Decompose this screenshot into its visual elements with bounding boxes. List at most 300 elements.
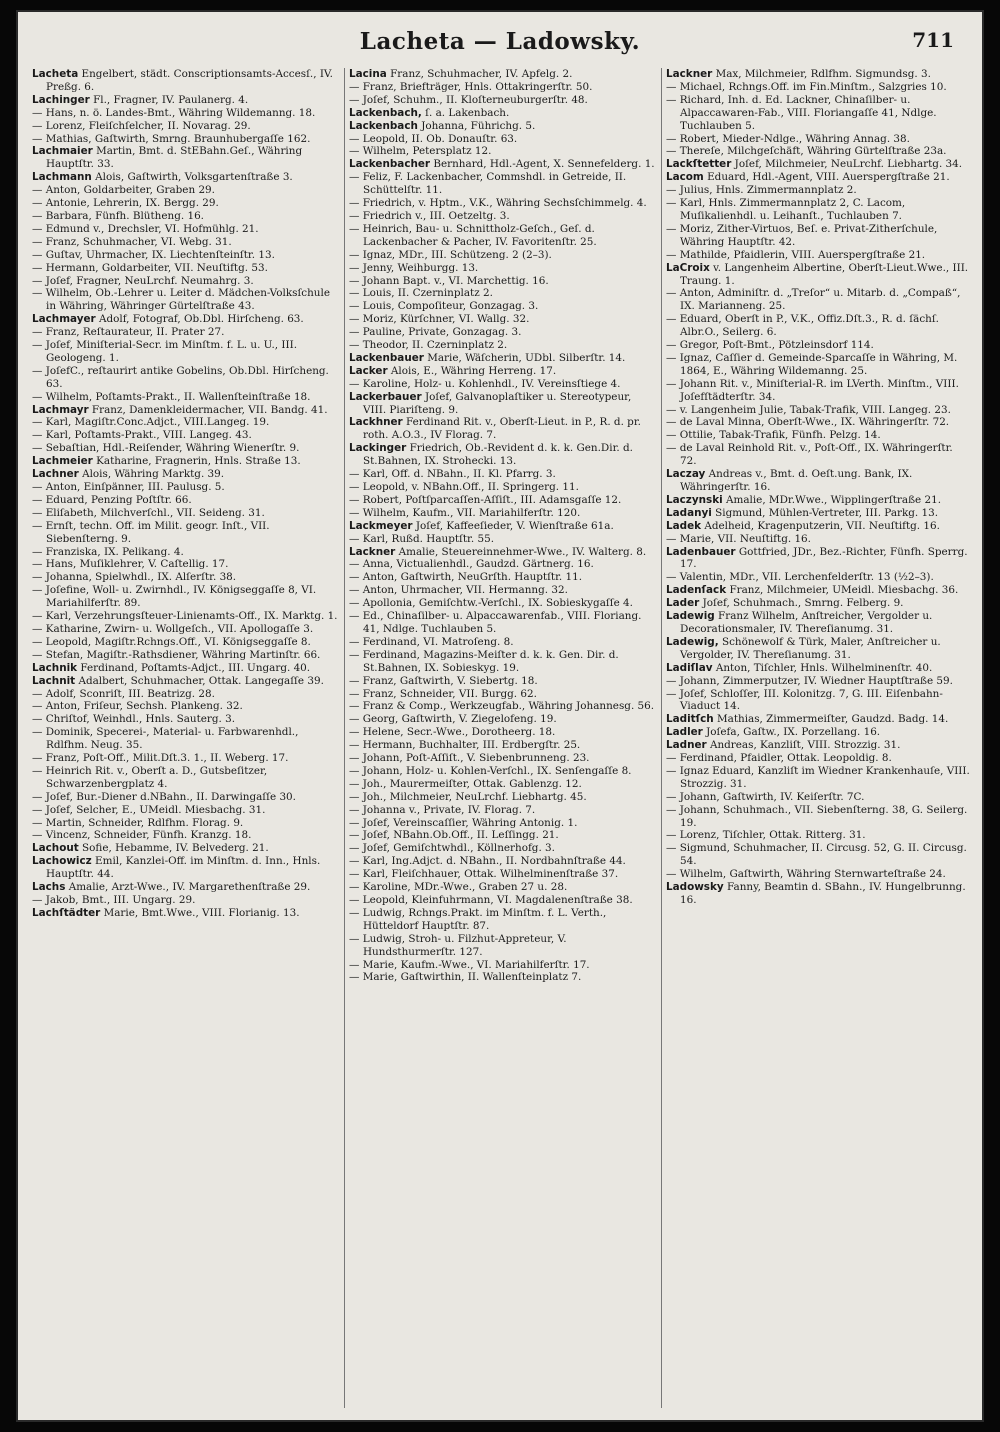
entry-text: — Karl, Fleiſchhauer, Ottak. Wilhelminenſtraße 37. bbox=[349, 868, 619, 881]
entry-text: — Robert, Poſtſparcaſſen-Aſſiſt., III. Adamsgaſſe 12. bbox=[349, 493, 622, 506]
directory-entry bbox=[349, 68, 655, 81]
entry-text: — Franz, Briefträger, Hnls. Ottakringerſtr. 50. bbox=[349, 80, 593, 93]
entry-text: — Friedrich, v. Hptm., V.K., Währing Sechsſchimmelg. 4. bbox=[349, 197, 647, 210]
entry-surname: Lachmann bbox=[32, 171, 92, 184]
entry-text: — Wilhelm, Ob.-Lehrer u. Leiter d. Mädchen-Volksſchule in Währing, Währinger Gürtelſtraße 43. bbox=[32, 287, 330, 313]
entry-text: — Hermann, Buchhalter, III. Erdbergſtr. 25. bbox=[349, 739, 581, 752]
entry-surname: Lachnit bbox=[32, 674, 76, 687]
directory-column-3 bbox=[661, 68, 972, 1408]
entry-text: — Anton, Adminiſtr. d. „Treſor“ u. Mitarb. d. „Compaß“, IX. Marianneng. 25. bbox=[666, 287, 961, 313]
entry-text: Ferdinand Rit. v., Oberſt-Lieut. in P., R. d. pr. roth. A.O.3., IV Florag. 7. bbox=[363, 416, 641, 442]
entry-text: — Joſef, Schloſſer, III. Kolonitzg. 7, G. III. Eiſenbahn-Viaduct 14. bbox=[666, 687, 943, 713]
entry-text: Joſef, Schuhmach., Smrng. Felberg. 9. bbox=[702, 597, 904, 610]
page-number: 711 bbox=[912, 28, 954, 52]
directory-entry bbox=[349, 868, 655, 881]
directory-entry bbox=[666, 881, 972, 907]
entry-text: — Eduard, Oberſt in P., V.K., Offiz.Dſt.3., R. d. ſächſ. Albr.O., Seilerg. 6. bbox=[666, 313, 939, 339]
directory-entry bbox=[666, 404, 972, 417]
entry-text: Marie, Wäſcherin, UDbl. Silberſtr. 14. bbox=[427, 351, 626, 364]
directory-entry bbox=[349, 300, 655, 313]
directory-entry bbox=[349, 649, 655, 675]
directory-entry bbox=[32, 197, 338, 210]
directory-entry bbox=[349, 546, 655, 559]
entry-text: ſ. a. Lakenbach. bbox=[425, 106, 510, 119]
entry-text: — Joſef, Miniſterial-Secr. im Minſtm. f. L. u. U., III. Geologeng. 1. bbox=[32, 339, 297, 364]
directory-entry bbox=[32, 675, 338, 688]
entry-text: — Johann, Holz- u. Kohlen-Verſchl., IX. Senſengaſſe 8. bbox=[349, 764, 632, 777]
directory-entry bbox=[32, 765, 338, 791]
entry-surname: Lackinger bbox=[349, 442, 407, 455]
directory-column-1 bbox=[32, 68, 338, 1408]
entry-text: — Leopold, v. NBahn.Off., II. Springerg. 11. bbox=[349, 481, 579, 493]
entry-text: Franz, Damenkleidermacher, VII. Bandg. 41. bbox=[91, 403, 328, 416]
entry-text: Emil, Kanzlei-Off. im Minſtm. d. Inn., Hnls. Hauptſtr. 44. bbox=[46, 855, 321, 881]
directory-entry bbox=[666, 584, 972, 597]
directory-entry bbox=[666, 249, 972, 262]
directory-entry bbox=[349, 713, 655, 726]
directory-entry bbox=[349, 533, 655, 546]
entry-surname: Ladewig bbox=[666, 610, 715, 623]
directory-entry bbox=[666, 468, 972, 494]
directory-entry bbox=[349, 416, 655, 442]
directory-entry bbox=[349, 855, 655, 868]
entry-text: — Moriz, Kürſchner, VI. Wallg. 32. bbox=[349, 313, 530, 326]
directory-entry bbox=[349, 791, 655, 804]
directory-entry bbox=[32, 313, 338, 326]
directory-entry bbox=[32, 249, 338, 262]
entry-surname: Lachout bbox=[32, 842, 79, 855]
entry-surname: Laczynski bbox=[666, 493, 723, 506]
entry-text: — Ed., Chinaſilber- u. Alpaccawarenfab., VIII. Floriang. 41, Ndlge. Tuchlauben 5. bbox=[349, 610, 642, 635]
directory-entry bbox=[349, 197, 655, 210]
directory-entry bbox=[32, 610, 338, 623]
entry-text: — Ottilie, Tabak-Trafik, Fünfh. Pelzg. 14. bbox=[666, 429, 881, 442]
entry-surname: Lacker bbox=[349, 364, 388, 377]
directory-entry bbox=[32, 416, 338, 429]
entry-text: — Stefan, Magiſtr.-Rathsdiener, Währing Martinſtr. 66. bbox=[32, 648, 321, 661]
directory-entry bbox=[666, 662, 972, 675]
entry-text: Anton, Tiſchler, Hnls. Wilhelminenſtr. 40. bbox=[715, 661, 933, 674]
directory-entry bbox=[666, 791, 972, 804]
running-head: Lacheta — Ladowsky. bbox=[359, 28, 641, 55]
entry-text: — Franz, Poſt-Off., Milit.Dſt.3. 1., II. Weberg. 17. bbox=[32, 752, 289, 765]
entry-text: — Barbara, Fünfh. Blütheng. 16. bbox=[32, 209, 204, 222]
entry-surname: Lachſtädter bbox=[32, 906, 101, 919]
directory-entry bbox=[666, 597, 972, 610]
entry-surname: Lackenbach bbox=[349, 119, 418, 132]
directory-entry bbox=[349, 326, 655, 339]
directory-entry bbox=[32, 662, 338, 675]
directory-entry bbox=[349, 494, 655, 507]
entry-text: — Richard, Inh. d. Ed. Lackner, Chinaſilber- u. Alpaccawaren-Fab., VIII. Floriangaſſe 41, Ndlge. Tuchlauben 5. bbox=[666, 93, 937, 132]
directory-entry bbox=[349, 520, 655, 533]
entry-text: — Thereſe, Milchgeſchäft, Währing Gürtelſtraße 23a. bbox=[666, 145, 947, 158]
directory-entry bbox=[32, 455, 338, 468]
directory-entry bbox=[349, 94, 655, 107]
directory-entry bbox=[349, 171, 655, 197]
directory-entry bbox=[32, 571, 338, 584]
entry-text: — Johanna, Spielwhdl., IX. Alſerſtr. 38. bbox=[32, 571, 237, 584]
directory-entry bbox=[666, 158, 972, 171]
directory-entry bbox=[349, 120, 655, 133]
entry-surname: Lackenbach, bbox=[349, 106, 422, 119]
entry-text: Alois, Gaſtwirth, Volksgartenſtraße 3. bbox=[95, 171, 293, 184]
entry-text: Amalie, Steuereinnehmer-Wwe., IV. Walterg. 8. bbox=[398, 545, 647, 558]
entry-text: Fanny, Beamtin d. SBahn., IV. Hungelbrunng. 16. bbox=[680, 881, 966, 906]
entry-surname: Ladenſack bbox=[666, 584, 727, 597]
entry-text: — Katharine, Zwirn- u. Wollgeſch., VII. Apollogaſſe 3. bbox=[32, 622, 314, 635]
directory-entry bbox=[32, 339, 338, 365]
directory-entry bbox=[349, 881, 655, 894]
entry-text: — Ernſt, techn. Off. im Milit. geogr. Inſt., VII. Siebenſterng. 9. bbox=[32, 519, 270, 545]
entry-text: — Moriz, Zither-Virtuos, Beſ. e. Privat-Zitherſchule, Währing Hauptſtr. 42. bbox=[666, 222, 938, 248]
entry-text: — Wilhelm, Kaufm., VII. Mariahilferſtr. 120. bbox=[349, 506, 581, 519]
directory-entry bbox=[349, 223, 655, 249]
directory-entry bbox=[32, 829, 338, 842]
entry-text: — Eliſabeth, Milchverſchl., VII. Seideng. 31. bbox=[32, 506, 265, 519]
directory-entry bbox=[349, 688, 655, 701]
entry-surname: Ladek bbox=[666, 519, 702, 532]
directory-entry bbox=[349, 778, 655, 791]
entry-text: — Karl, Hnls. Zimmermannplatz 2, C. Lacom, Muſikalienhdl. u. Leihanſt., Tuchlauben 7. bbox=[666, 197, 906, 222]
directory-entry bbox=[32, 636, 338, 649]
entry-text: — Eduard, Penzing Poſtſtr. 66. bbox=[32, 493, 192, 506]
directory-entry bbox=[349, 313, 655, 326]
directory-entry bbox=[32, 287, 338, 313]
directory-entry bbox=[32, 881, 338, 894]
directory-entry bbox=[666, 133, 972, 146]
directory-entry bbox=[666, 184, 972, 197]
entry-surname: Laczay bbox=[666, 468, 706, 481]
entry-text: Mathias, Zimmermeiſter, Gaudzd. Badg. 14. bbox=[717, 713, 949, 726]
directory-entry bbox=[349, 752, 655, 765]
directory-entry bbox=[349, 391, 655, 417]
entry-text: — Karl, Ing.Adjct. d. NBahn., II. Nordbahnſtraße 44. bbox=[349, 855, 626, 868]
entry-text: — Franz, Schneider, VII. Burgg. 62. bbox=[349, 687, 537, 700]
entry-text: — Wilhelm, Gaſtwirth, Währing Sternwarteſtraße 24. bbox=[666, 868, 946, 881]
directory-page bbox=[16, 10, 984, 1422]
directory-entry bbox=[349, 468, 655, 481]
entry-text: — Wilhelm, Petersplatz 12. bbox=[349, 145, 492, 158]
directory-entry bbox=[32, 365, 338, 391]
entry-text: — Johann Bapt. v., VI. Marchettig. 16. bbox=[349, 274, 549, 287]
directory-column-2 bbox=[344, 68, 655, 1408]
directory-entry bbox=[32, 145, 338, 171]
directory-entry bbox=[666, 546, 972, 572]
entry-text: — Ludwig, Stroh- u. Filzhut-Appreteur, V. Hundsthurmerſtr. 127. bbox=[349, 932, 567, 958]
directory-entry bbox=[32, 855, 338, 881]
directory-entry bbox=[349, 210, 655, 223]
entry-text: — Franz & Comp., Werkzeugfab., Währing Johannesg. 56. bbox=[349, 700, 655, 713]
directory-entry bbox=[666, 752, 972, 765]
entry-surname: Lacheta bbox=[32, 68, 79, 80]
entry-text: — Johann, Gaſtwirth, IV. Keiſerſtr. 7C. bbox=[666, 790, 865, 803]
entry-surname: Lachinger bbox=[32, 93, 90, 106]
directory-entry bbox=[32, 236, 338, 249]
directory-entry bbox=[349, 507, 655, 520]
entry-surname: Lachmeier bbox=[32, 455, 93, 468]
entry-text: Eduard, Hdl.-Agent, VIII. Auerspergſtraße 21. bbox=[707, 171, 950, 184]
entry-text: — Mathilde, Pfaidlerin, VIII. Auerspergſtraße 21. bbox=[666, 248, 926, 261]
directory-entry bbox=[32, 326, 338, 339]
entry-surname: Ladewig, bbox=[666, 635, 719, 648]
directory-entry bbox=[666, 636, 972, 662]
entry-text: — Georg, Gaſtwirth, V. Ziegelofeng. 19. bbox=[349, 713, 557, 726]
directory-entry bbox=[32, 713, 338, 726]
entry-text: — Ferdinand, Magazins-Meiſter d. k. k. Gen. Dir. d. St.Bahnen, IX. Sobieskyg. 19. bbox=[349, 648, 619, 674]
directory-entry bbox=[32, 429, 338, 442]
entry-text: Ferdinand, Poſtamts-Adjct., III. Ungarg. 40. bbox=[80, 661, 311, 674]
entry-text: — Hans, n. ö. Landes-Bmt., Währing Wildemanng. 18. bbox=[32, 106, 316, 119]
directory-entry bbox=[349, 378, 655, 391]
entry-text: — Johann, Poſt-Aſſiſt., V. Siebenbrunneng. 23. bbox=[349, 752, 590, 765]
entry-text: — Robert, Mieder-Ndlge., Währing Annag. 38. bbox=[666, 132, 910, 145]
directory-entry bbox=[349, 558, 655, 571]
directory-entry bbox=[666, 726, 972, 739]
entry-surname: Lachner bbox=[32, 468, 79, 481]
entry-text: — Joſefine, Woll- u. Zwirnhdl., IV. Königseggaſſe 8, VI. Mariahilferſtr. 89. bbox=[32, 584, 317, 610]
directory-entry bbox=[32, 546, 338, 559]
entry-surname: Laditſch bbox=[666, 713, 714, 726]
entry-text: Joſefa, Gaſtw., IX. Porzellang. 16. bbox=[706, 726, 881, 739]
entry-text: — Joſef, Bur.-Diener d.NBahn., II. Darwingaſſe 30. bbox=[32, 790, 296, 803]
entry-surname: Ladler bbox=[666, 726, 703, 739]
directory-entry bbox=[666, 868, 972, 881]
directory-entry bbox=[32, 210, 338, 223]
entry-text: — Jakob, Bmt., III. Ungarg. 29. bbox=[32, 894, 196, 906]
directory-entry bbox=[666, 571, 972, 584]
entry-text: Franz, Schuhmacher, IV. Apfelg. 2. bbox=[390, 68, 573, 80]
directory-entry bbox=[666, 507, 972, 520]
entry-text: — Joſef, NBahn.Ob.Off., II. Leſſingg. 21. bbox=[349, 829, 559, 842]
entry-surname: Ladenbauer bbox=[666, 545, 736, 558]
entry-surname: Lackerbauer bbox=[349, 390, 422, 403]
directory-entry bbox=[32, 481, 338, 494]
entry-text: — Ferdinand, Pfaidler, Ottak. Leopoldig. 8. bbox=[666, 752, 892, 765]
entry-text: — Johann Rit. v., Miniſterial-R. im LVerth. Minſtm., VIII. Joſefſtädterſtr. 34. bbox=[666, 377, 959, 403]
entry-text: — Edmund v., Drechsler, VI. Hofmühlg. 21. bbox=[32, 222, 259, 235]
directory-entry bbox=[349, 675, 655, 688]
entry-text: v. Langenheim Albertine, Oberſt-Lieut.Wwe., III. Traung. 1. bbox=[680, 261, 969, 287]
entry-text: — Wilhelm, Poſtamts-Prakt., II. Wallenſteinſtraße 18. bbox=[32, 390, 311, 403]
directory-entry bbox=[32, 507, 338, 520]
entry-text: — JoſefC., reſtaurirt antike Gobelins, Ob.Dbl. Hirſcheng. 63. bbox=[32, 364, 329, 390]
directory-entry bbox=[32, 223, 338, 236]
entry-text: Marie, Bmt.Wwe., VIII. Florianig. 13. bbox=[103, 906, 300, 919]
directory-entry bbox=[349, 481, 655, 494]
directory-entry bbox=[32, 404, 338, 417]
directory-entry bbox=[32, 700, 338, 713]
entry-text: — Theodor, II. Czerninplatz 2. bbox=[349, 339, 508, 352]
directory-entry bbox=[349, 804, 655, 817]
entry-text: — Vincenz, Schneider, Fünfh. Kranzg. 18. bbox=[32, 829, 252, 842]
entry-text: — Anton, Goldarbeiter, Graben 29. bbox=[32, 184, 215, 197]
entry-text: — Johann, Zimmerputzer, IV. Wiedner Hauptſtraße 59. bbox=[666, 674, 953, 687]
directory-entry bbox=[32, 442, 338, 455]
entry-text: — Sigmund, Schuhmacher, II. Circusg. 52, G. II. Circusg. 54. bbox=[666, 842, 967, 868]
directory-entry bbox=[349, 829, 655, 842]
directory-entry bbox=[32, 649, 338, 662]
directory-entry bbox=[32, 688, 338, 701]
entry-text: — Leopold, II. Ob. Donauſtr. 63. bbox=[349, 132, 518, 145]
entry-text: — Karoline, Holz- u. Kohlenhdl., IV. Vereinsſtiege 4. bbox=[349, 377, 621, 390]
directory-entry bbox=[32, 494, 338, 507]
entry-text: Adolf, Fotograf, Ob.Dbl. Hirſcheng. 63. bbox=[98, 313, 304, 326]
entry-text: — Anton, Uhrmacher, VII. Hermanng. 32. bbox=[349, 584, 568, 597]
entry-text: Andreas v., Bmt. d. Oeſt.ung. Bank, IX. Währingerſtr. 16. bbox=[680, 468, 913, 493]
entry-text: — Leopold, Magiſtr.Rchngs.Off., VI. Königseggaſſe 8. bbox=[32, 635, 311, 648]
entry-surname: Ladner bbox=[666, 739, 707, 752]
directory-entry bbox=[32, 726, 338, 752]
directory-entry bbox=[349, 365, 655, 378]
entry-text: — Lorenz, Fleiſchſelcher, II. Novarag. 29. bbox=[32, 119, 251, 132]
entry-text: Johanna, Führichg. 5. bbox=[421, 119, 536, 132]
directory-entry bbox=[349, 275, 655, 288]
entry-text: — Anna, Victualienhdl., Gaudzd. Gärtnerg. 16. bbox=[349, 558, 594, 571]
entry-text: — v. Langenheim Julie, Tabak-Trafik, VIII. Langeg. 23. bbox=[666, 403, 951, 416]
directory-entry bbox=[32, 623, 338, 636]
directory-entry bbox=[32, 68, 338, 94]
entry-text: — Gregor, Poſt-Bmt., Pötzleinsdorf 114. bbox=[666, 339, 874, 352]
entry-text: — Jenny, Weihburgg. 13. bbox=[349, 261, 479, 274]
directory-entry bbox=[349, 81, 655, 94]
directory-entry bbox=[666, 68, 972, 81]
entry-text: — Guſtav, Uhrmacher, IX. Liechtenſteinſtr. 13. bbox=[32, 248, 275, 261]
entry-text: — Ludwig, Rchngs.Prakt. im Minſtm. f. L. Verth., Hütteldorf Hauptſtr. 87. bbox=[349, 906, 607, 932]
directory-entry bbox=[666, 378, 972, 404]
entry-text: — Anton, Friſeur, Sechsh. Plankeng. 32. bbox=[32, 700, 243, 713]
directory-entry bbox=[349, 249, 655, 262]
entry-text: — Michael, Rchngs.Off. im Fin.Minſtm., Salzgries 10. bbox=[666, 80, 947, 93]
entry-text: — Mathias, Gaſtwirth, Smrng. Braunhubergaſſe 162. bbox=[32, 132, 311, 145]
entry-text: — Apollonia, Gemiſchtw.-Verſchl., IX. Sobieskygaſſe 4. bbox=[349, 597, 633, 610]
entry-text: Sofie, Hebamme, IV. Belvederg. 21. bbox=[82, 842, 269, 855]
entry-text: — Dominik, Specerei-, Material- u. Farbwarenhdl., Rdlfhm. Neug. 35. bbox=[32, 726, 299, 752]
directory-entry bbox=[666, 145, 972, 158]
entry-surname: Ladowsky bbox=[666, 881, 724, 894]
entry-text: Andreas, Kanzliſt, VIII. Strozzig. 31. bbox=[709, 739, 901, 752]
entry-surname: Ladiſlav bbox=[666, 661, 713, 674]
directory-entry bbox=[666, 520, 972, 533]
entry-text: — Franz, Gaſtwirth, V. Siebertg. 18. bbox=[349, 674, 538, 687]
entry-text: Franz Wilhelm, Anſtreicher, Vergolder u. Decorationsmaler, IV. Thereſianumg. 31. bbox=[680, 610, 933, 635]
directory-entry bbox=[32, 791, 338, 804]
directory-entry bbox=[349, 352, 655, 365]
directory-entry bbox=[349, 636, 655, 649]
entry-text: Alois, Währing Marktg. 39. bbox=[82, 468, 225, 481]
entry-text: Amalie, Arzt-Wwe., IV. Margarethenſtraße 29. bbox=[68, 881, 311, 894]
directory-entry bbox=[32, 907, 338, 920]
entry-text: — Joh., Milchmeier, NeuLrchf. Liebhartg. 45. bbox=[349, 790, 587, 803]
entry-text: — Heinrich, Bau- u. Schnittholz-Geſch., Geſ. d. Lackenbacher & Pacher, IV. Favoritenſtr. 25. bbox=[349, 222, 597, 248]
directory-entry bbox=[666, 313, 972, 339]
entry-text: — Ignaz Eduard, Kanzliſt im Wiedner Krankenhauſe, VIII. Strozzig. 31. bbox=[666, 764, 970, 790]
entry-text: Joſef, Kaffeeſieder, V. Wienſtraße 61a. bbox=[415, 519, 614, 532]
entry-surname: Lackmeyer bbox=[349, 519, 413, 532]
entry-text: — Ignaz, Caſſier d. Gemeinde-Sparcaſſe in Währing, M. 1864, E., Währing Wildemanng. 25. bbox=[666, 351, 958, 377]
directory-entry bbox=[349, 597, 655, 610]
directory-entry bbox=[666, 675, 972, 688]
directory-entry bbox=[349, 726, 655, 739]
directory-entry bbox=[32, 275, 338, 288]
directory-entry bbox=[32, 752, 338, 765]
entry-text: — Karl, Verzehrungsſteuer-Linienamts-Off., IX. Marktg. 1. bbox=[32, 610, 338, 623]
entry-surname: Lader bbox=[666, 597, 700, 610]
entry-text: Adelheid, Kragenputzerin, VII. Neuſtiftg. 16. bbox=[704, 519, 940, 532]
directory-entry bbox=[32, 94, 338, 107]
entry-text: Schönewolf & Türk, Maler, Anſtreicher u. Vergolder, IV. Thereſianumg. 31. bbox=[680, 635, 941, 661]
entry-text: — Feliz, F. Lackenbacher, Commshdl. in Getreide, II. Schüttelſtr. 11. bbox=[349, 171, 627, 197]
entry-text: — Joſef, Gemiſchtwhdl., Köllnerhofg. 3. bbox=[349, 842, 555, 855]
directory-entry bbox=[666, 171, 972, 184]
directory-entry bbox=[349, 339, 655, 352]
directory-entry bbox=[349, 765, 655, 778]
entry-text: — Joh., Maurermeiſter, Ottak. Gablenzg. 12. bbox=[349, 777, 582, 790]
entry-text: — Valentin, MDr., VII. Lerchenfelderſtr. 13 (½2–3). bbox=[666, 571, 934, 584]
entry-text: — Marie, Gaſtwirthin, II. Wallenſteinplatz 7. bbox=[349, 971, 582, 984]
entry-text: — Karl, Poſtamts-Prakt., VIII. Langeg. 43. bbox=[32, 429, 252, 442]
entry-surname: Lackhner bbox=[349, 416, 403, 429]
entry-text: — Louis, Compoſiteur, Gonzagag. 3. bbox=[349, 300, 539, 313]
entry-surname: Lackſtetter bbox=[666, 158, 732, 171]
entry-text: — Franz, Reſtaurateur, II. Prater 27. bbox=[32, 326, 225, 339]
directory-entry bbox=[349, 907, 655, 933]
entry-text: Friedrich, Ob.-Revident d. k. k. Gen.Dir. d. St.Bahnen, IX. Strohecki. 13. bbox=[363, 442, 633, 468]
entry-text: — Marie, VII. Neuſtiftg. 16. bbox=[666, 532, 811, 545]
entry-surname: Ladanyi bbox=[666, 506, 712, 519]
directory-entry bbox=[32, 171, 338, 184]
entry-surname: LaCroix bbox=[666, 261, 710, 274]
entry-text: — Louis, II. Czerninplatz 2. bbox=[349, 287, 493, 300]
entry-surname: Lachowicz bbox=[32, 855, 92, 868]
directory-entry bbox=[349, 571, 655, 584]
entry-text: — Ignaz, MDr., III. Schützeng. 2 (2–3). bbox=[349, 248, 552, 261]
entry-text: — Karoline, MDr.-Wwe., Graben 27 u. 28. bbox=[349, 881, 568, 894]
entry-surname: Lachs bbox=[32, 881, 66, 894]
entry-text: — Hermann, Goldarbeiter, VII. Neuſtiftg. 53. bbox=[32, 261, 268, 274]
entry-text: — Martin, Schneider, Rdlfhm. Florag. 9. bbox=[32, 816, 244, 829]
entry-surname: Lachmayer bbox=[32, 313, 96, 326]
directory-entry bbox=[666, 416, 972, 429]
directory-entry bbox=[32, 120, 338, 133]
directory-entry bbox=[666, 94, 972, 133]
entry-text: — de Laval Minna, Oberſt-Wwe., IX. Währingerſtr. 72. bbox=[666, 416, 950, 429]
entry-text: Alois, E., Währing Herreng. 17. bbox=[390, 364, 557, 377]
entry-text: — Helene, Secr.-Wwe., Dorotheerg. 18. bbox=[349, 726, 556, 739]
entry-text: — Joſef, Schuhm., II. Kloſterneuburgerſtr. 48. bbox=[349, 93, 588, 106]
directory-entry bbox=[349, 158, 655, 171]
entry-text: — Karl, Magiſtr.Conc.Adjct., VIII.Langeg. 19. bbox=[32, 416, 270, 429]
page-header bbox=[16, 28, 984, 68]
directory-entry bbox=[32, 558, 338, 571]
entry-surname: Lachmaier bbox=[32, 145, 93, 158]
entry-text: — de Laval Reinhold Rit. v., Poſt-Off., IX. Währingerſtr. 72. bbox=[666, 442, 953, 468]
entry-text: Franz, Milchmeier, UMeidl. Miesbachg. 36. bbox=[729, 584, 959, 597]
directory-entry bbox=[32, 107, 338, 120]
directory-entry bbox=[666, 262, 972, 288]
directory-entry bbox=[349, 107, 655, 120]
directory-entry bbox=[349, 959, 655, 972]
entry-text: — Joſef, Vereinscaſſier, Währing Antonig. 1. bbox=[349, 816, 578, 829]
directory-entry bbox=[349, 133, 655, 146]
entry-text: — Friedrich v., III. Oetzeltg. 3. bbox=[349, 209, 510, 222]
directory-entry bbox=[666, 442, 972, 468]
directory-entry bbox=[666, 829, 972, 842]
directory-entry bbox=[666, 842, 972, 868]
directory-entry bbox=[666, 533, 972, 546]
entry-text: — Hans, Muſiklehrer, V. Caſtellig. 17. bbox=[32, 558, 229, 571]
entry-text: Gottfried, JDr., Bez.-Richter, Fünfh. Sperrg. 17. bbox=[680, 545, 968, 571]
